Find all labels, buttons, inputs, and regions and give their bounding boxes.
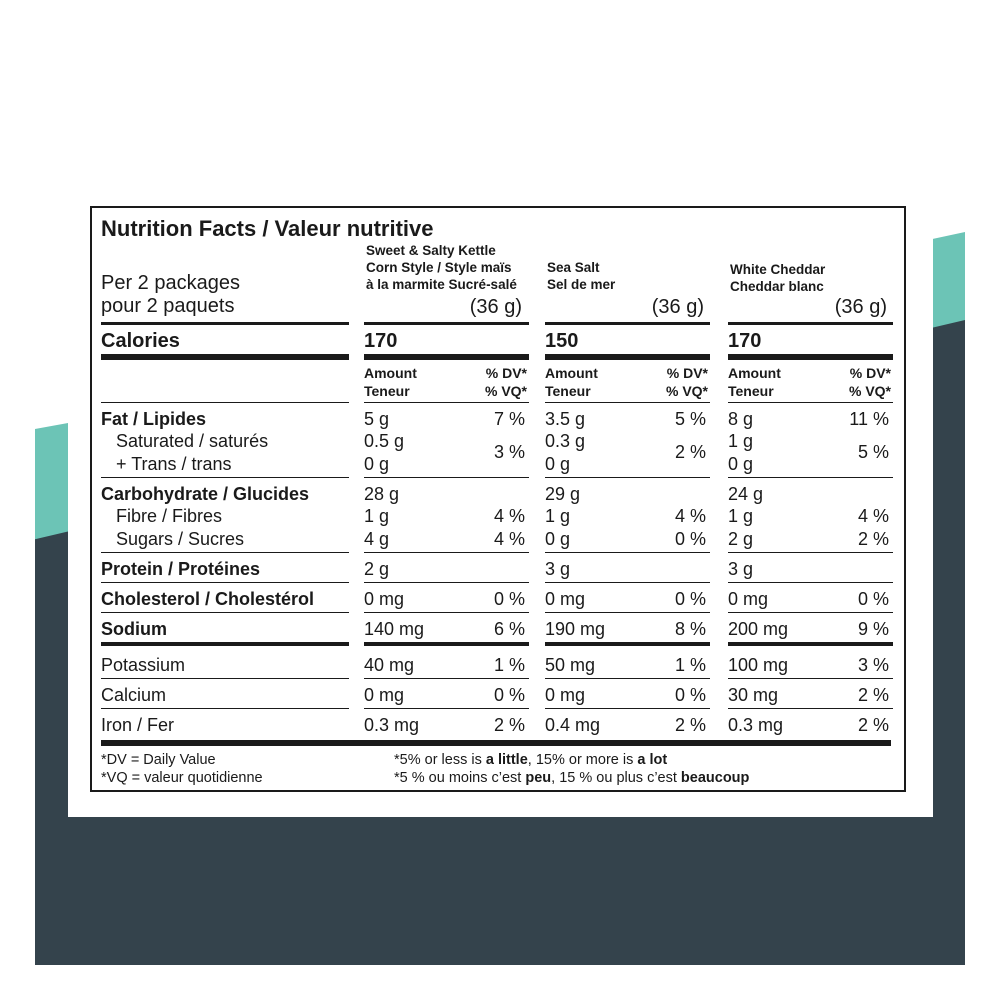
product-1-vq-header: % VQ* — [484, 383, 527, 399]
product-1-sat-amount: 0.5 g — [364, 431, 405, 451]
product-2-calories: 150 — [545, 330, 579, 352]
product-1-serving-size: (36 g) — [469, 296, 522, 318]
rule-left-serving — [101, 322, 349, 325]
product-3-rule-1 — [728, 354, 893, 360]
product-2-serving-size: (36 g) — [651, 296, 704, 318]
product-1-name-line-3: à la marmite Sucré-salé — [366, 277, 517, 292]
rule-left-sodium — [101, 642, 349, 646]
product-3-iron-percent: 2 % — [857, 715, 889, 735]
product-1-potassium-amount: 40 mg — [364, 655, 415, 675]
product-2-sat-percent: 2 % — [674, 442, 706, 462]
product-3-sugars-percent: 2 % — [857, 529, 889, 549]
rule-left-potassium — [101, 678, 349, 679]
product-1-potassium-percent: 1 % — [493, 655, 525, 675]
product-1-fat-percent: 7 % — [493, 409, 525, 429]
rule-left-cholesterol — [101, 612, 349, 613]
rule-left-protein — [101, 582, 349, 583]
product-2-cholesterol-amount: 0 mg — [545, 589, 586, 609]
product-1-rule-5 — [364, 582, 529, 583]
product-1-rule-8 — [364, 678, 529, 679]
product-2-rule-6 — [545, 612, 710, 613]
product-2-amount-header-fr: Teneur — [545, 383, 591, 399]
product-1-trans-amount: 0 g — [364, 454, 390, 474]
product-2-rule-3 — [545, 477, 710, 478]
product-1-rule-9 — [364, 708, 529, 709]
product-3-sat-amount: 1 g — [728, 431, 754, 451]
product-2-potassium-percent: 1 % — [674, 655, 706, 675]
protein-label: Protein / Protéines — [101, 559, 261, 579]
product-2-rule-8 — [545, 678, 710, 679]
potassium-label: Potassium — [101, 655, 186, 675]
fibre-label: Fibre / Fibres — [116, 506, 223, 526]
product-2-fat-amount: 3.5 g — [545, 409, 586, 429]
product-3-sodium-percent: 9 % — [857, 619, 889, 639]
footnote-en-lot: a lot — [637, 752, 668, 768]
product-3-serving-size: (36 g) — [834, 296, 887, 318]
product-2-fibre-amount: 1 g — [545, 506, 571, 526]
product-3-fibre-percent: 4 % — [857, 506, 889, 526]
product-2-rule-5 — [545, 582, 710, 583]
product-1-sodium-amount: 140 mg — [364, 619, 425, 639]
product-3-sat-percent: 5 % — [857, 442, 889, 462]
calcium-label: Calcium — [101, 685, 167, 705]
product-2-name-line-1: Sea Salt — [547, 260, 600, 275]
product-3-rule-2 — [728, 402, 893, 403]
rule-left-calcium — [101, 708, 349, 709]
product-1-fibre-amount: 1 g — [364, 506, 390, 526]
product-3-calcium-amount: 30 mg — [728, 685, 779, 705]
product-1-rule-7 — [364, 642, 529, 646]
footnote-fr-peu: peu — [525, 770, 552, 786]
product-3-name — [730, 261, 825, 295]
product-1-dv-header: % DV* — [485, 365, 527, 381]
footnote-fr-part-2: , 15 % ou plus c’est — [551, 770, 681, 786]
product-2-iron-percent: 2 % — [674, 715, 706, 735]
sodium-label: Sodium — [101, 619, 167, 639]
product-1-rule-4 — [364, 552, 529, 553]
footnote-dv: *DV = Daily Value — [101, 752, 216, 768]
product-1-name — [366, 242, 517, 293]
product-1-iron-percent: 2 % — [493, 715, 525, 735]
product-3-rule-8 — [728, 678, 893, 679]
product-2-calcium-amount: 0 mg — [545, 685, 586, 705]
product-1-rule-3 — [364, 477, 529, 478]
footnote-vq: *VQ = valeur quotidienne — [101, 770, 263, 786]
teal-stripe-left — [35, 423, 68, 543]
product-3-rule-3 — [728, 477, 893, 478]
product-3-sugars-amount: 2 g — [728, 529, 754, 549]
rule-left-fat — [101, 477, 349, 478]
product-2-sodium-amount: 190 mg — [545, 619, 606, 639]
rule-left-carb — [101, 552, 349, 553]
product-1-sugars-percent: 4 % — [493, 529, 525, 549]
product-3-dv-header: % DV* — [849, 365, 891, 381]
cholesterol-label: Cholesterol / Cholestérol — [101, 589, 315, 609]
product-3-amount-header: Amount — [728, 365, 781, 381]
product-2-sodium-percent: 8 % — [674, 619, 706, 639]
serving-size-fr: pour 2 paquets — [101, 295, 235, 317]
product-3-rule-5 — [728, 582, 893, 583]
product-3-cholesterol-amount: 0 mg — [728, 589, 769, 609]
saturated-label: Saturated / saturés — [116, 431, 269, 451]
product-2-rule-7 — [545, 642, 710, 646]
product-1-carb-amount: 28 g — [364, 484, 400, 504]
footnote-en-part-2: , 15% or more is — [527, 752, 638, 768]
product-3-vq-header: % VQ* — [848, 383, 891, 399]
product-3-amount-header-fr: Teneur — [728, 383, 774, 399]
product-1-rule-0 — [364, 322, 529, 325]
product-3-rule-6 — [728, 612, 893, 613]
product-1-fat-amount: 5 g — [364, 409, 390, 429]
product-3-sodium-amount: 200 mg — [728, 619, 789, 639]
product-3-potassium-percent: 3 % — [857, 655, 889, 675]
product-1-iron-amount: 0.3 mg — [364, 715, 420, 735]
product-1-sat-percent: 3 % — [493, 442, 525, 462]
fat-label: Fat / Lipides — [101, 409, 207, 429]
product-1-calcium-percent: 0 % — [493, 685, 525, 705]
product-1-sugars-amount: 4 g — [364, 529, 390, 549]
product-2-rule-0 — [545, 322, 710, 325]
product-3-fibre-amount: 1 g — [728, 506, 754, 526]
product-2-cholesterol-percent: 0 % — [674, 589, 706, 609]
product-2-rule-9 — [545, 708, 710, 709]
product-3-iron-amount: 0.3 mg — [728, 715, 784, 735]
product-2-sugars-percent: 0 % — [674, 529, 706, 549]
rule-bottom-thick — [101, 740, 891, 746]
product-1-rule-6 — [364, 612, 529, 613]
product-3-protein-amount: 3 g — [728, 559, 754, 579]
product-2-calcium-percent: 0 % — [674, 685, 706, 705]
product-2-rule-2 — [545, 402, 710, 403]
product-3-name-line-2: Cheddar blanc — [730, 279, 824, 294]
product-2-sat-amount: 0.3 g — [545, 431, 586, 451]
product-1-calories: 170 — [364, 330, 398, 352]
serving-size-en: Per 2 packages — [101, 272, 240, 294]
product-2-carb-amount: 29 g — [545, 484, 581, 504]
rule-left-header — [101, 402, 349, 403]
product-3-calories: 170 — [728, 330, 762, 352]
product-2-vq-header: % VQ* — [665, 383, 708, 399]
footnote-percent-en — [394, 751, 667, 769]
footnote-en-little: a little — [485, 752, 528, 768]
product-3-rule-7 — [728, 642, 893, 646]
nutrition-facts-label — [90, 206, 906, 792]
product-2-fibre-percent: 4 % — [674, 506, 706, 526]
product-2-fat-percent: 5 % — [674, 409, 706, 429]
product-2-amount-header: Amount — [545, 365, 598, 381]
product-2-name-line-2: Sel de mer — [547, 277, 616, 292]
product-1-rule-2 — [364, 402, 529, 403]
product-1-name-line-2: Corn Style / Style maïs — [366, 260, 512, 275]
calories-label: Calories — [101, 330, 180, 352]
product-1-protein-amount: 2 g — [364, 559, 390, 579]
product-2-iron-amount: 0.4 mg — [545, 715, 601, 735]
rule-left-calories — [101, 354, 349, 360]
product-2-trans-amount: 0 g — [545, 454, 571, 474]
product-1-name-line-1: Sweet & Salty Kettle — [366, 243, 496, 258]
product-3-potassium-amount: 100 mg — [728, 655, 789, 675]
product-1-cholesterol-percent: 0 % — [493, 589, 525, 609]
product-2-sugars-amount: 0 g — [545, 529, 571, 549]
product-2-rule-4 — [545, 552, 710, 553]
product-2-dv-header: % DV* — [666, 365, 708, 381]
product-1-calcium-amount: 0 mg — [364, 685, 405, 705]
carbohydrate-label: Carbohydrate / Glucides — [101, 484, 310, 504]
footnote-percent-fr — [394, 769, 749, 787]
product-1-fibre-percent: 4 % — [493, 506, 525, 526]
product-3-cholesterol-percent: 0 % — [857, 589, 889, 609]
product-3-name-line-1: White Cheddar — [730, 262, 826, 277]
iron-label: Iron / Fer — [101, 715, 175, 735]
footnote-en-part-1: *5% or less is — [394, 752, 486, 768]
trans-label: + Trans / trans — [116, 454, 232, 474]
sugars-label: Sugars / Sucres — [116, 529, 245, 549]
product-3-rule-0 — [728, 322, 893, 325]
product-3-fat-amount: 8 g — [728, 409, 754, 429]
product-2-rule-1 — [545, 354, 710, 360]
product-1-amount-header: Amount — [364, 365, 417, 381]
product-3-calcium-percent: 2 % — [857, 685, 889, 705]
product-2-potassium-amount: 50 mg — [545, 655, 596, 675]
product-2-name — [547, 259, 615, 293]
product-1-amount-header-fr: Teneur — [364, 383, 410, 399]
product-3-trans-amount: 0 g — [728, 454, 754, 474]
footnote-fr-part-1: *5 % ou moins c’est — [394, 770, 526, 786]
product-3-rule-4 — [728, 552, 893, 553]
product-3-fat-percent: 11 % — [849, 409, 889, 429]
product-3-carb-amount: 24 g — [728, 484, 764, 504]
product-1-cholesterol-amount: 0 mg — [364, 589, 405, 609]
product-3-rule-9 — [728, 708, 893, 709]
footnote-fr-beaucoup: beaucoup — [680, 770, 750, 786]
product-2-protein-amount: 3 g — [545, 559, 571, 579]
product-1-sodium-percent: 6 % — [493, 619, 525, 639]
label-title: Nutrition Facts / Valeur nutritive — [101, 216, 434, 241]
product-1-rule-1 — [364, 354, 529, 360]
